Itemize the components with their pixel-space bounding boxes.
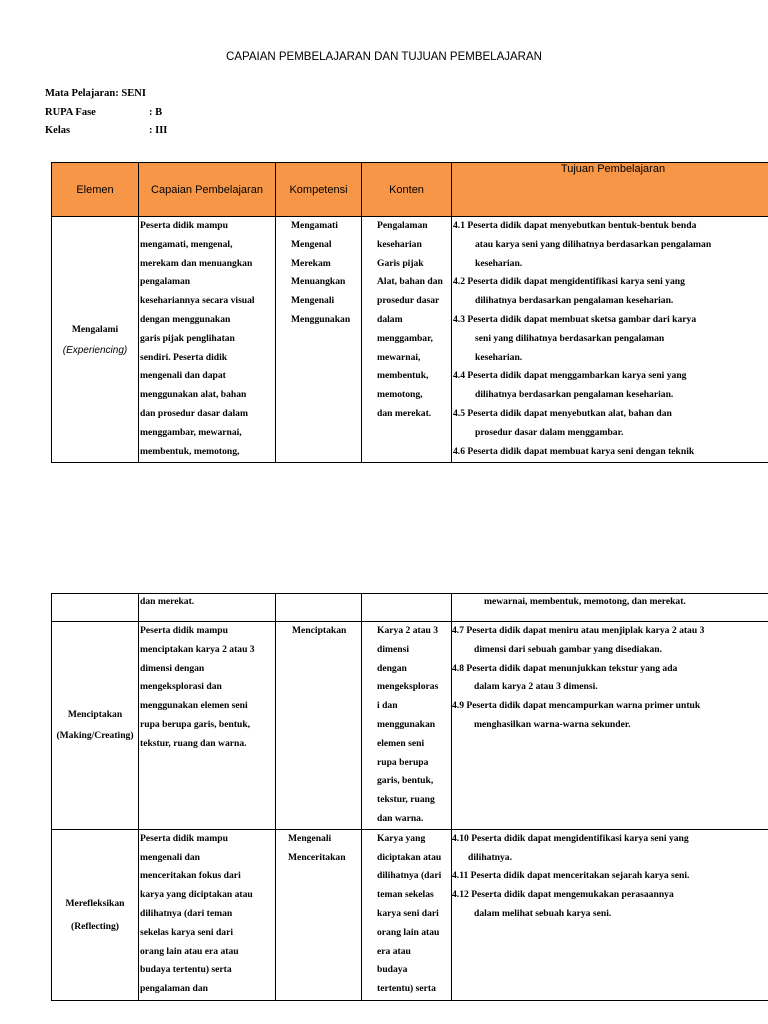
konten-cell [362,217,452,463]
header-kompetensi: Kompetensi [276,163,362,217]
phase-label: RUPA Fase [45,107,96,118]
capaian-line: mengamati, mengenal, [140,238,233,250]
capaian-line: rupa berupa garis, bentuk, [140,718,251,730]
header-capaian: Capaian Pembelajaran [139,163,276,217]
capaian-line: pengalaman [140,276,191,288]
capaian-line: merekam dan menuangkan [140,257,253,269]
kompetensi-item: Menciptakan [292,625,347,636]
tujuan-line: 4.12 Peserta didik dapat mengemukakan perasaannya [452,889,674,901]
konten-line: Karya yang [377,832,426,844]
konten-line: i dan [377,700,398,712]
tujuan-line: dilihatnya. [468,851,512,863]
kompetensi-cell [276,829,362,1000]
capaian-line: dan prosedur dasar dalam [140,407,248,419]
konten-cell [362,829,452,1000]
tujuan-line: 4.4 Peserta didik dapat menggambarkan karya seni yang [453,370,687,382]
capaian-line: Peserta didik mampu [140,625,228,636]
konten-line: teman sekelas [377,889,434,901]
tujuan-cell [452,594,768,622]
kompetensi-cell [276,622,362,830]
table-row-merefleksikan [52,829,768,1000]
capaian-line: sendiri. Peserta didik [140,351,228,363]
kompetensi-item: Menggunakan [291,313,351,325]
tujuan-line: keseharian. [475,351,523,363]
konten-line: Garis pijak [377,257,424,269]
konten-line: karya seni dari [377,907,439,919]
konten-line: keseharian [377,238,422,250]
capaian-line: membentuk, memotong, [140,445,240,457]
capaian-line: kesehariannya secara visual [140,295,255,307]
kompetensi-item: Merekam [291,257,331,269]
phase-value: : B [149,107,163,118]
tujuan-line: 4.5 Peserta didik dapat menyebutkan alat, bahan dan [453,407,672,419]
konten-line: Karya 2 atau 3 [377,625,439,636]
tujuan-line: dalam karya 2 atau 3 dimensi. [474,681,598,693]
tujuan-line: dilihatnya berdasarkan pengalaman keseharian. [475,389,674,401]
element-name: Mengalami [71,323,119,335]
document-title: CAPAIAN PEMBELAJARAN DAN TUJUAN PEMBELAJARAN [226,51,542,63]
konten-line: membentuk, [377,370,429,382]
tujuan-line: 4.8 Peserta didik dapat menunjukkan tekstur yang ada [452,662,678,674]
tujuan-cell [452,829,768,1000]
konten-line: tertentu) serta [377,983,436,995]
konten-line: menggambar, [377,332,433,344]
meta-subject [45,88,149,99]
learning-table-page2 [51,593,768,1001]
table-header-row [52,163,768,217]
konten-line: dimensi [377,643,409,655]
tujuan-line: atau karya seni yang dilihatnya berdasarkan pengalaman [475,238,712,250]
kompetensi-item: Mengenali [288,832,332,844]
element-name: Merefleksikan [65,897,125,909]
konten-line: Pengalaman [377,220,428,231]
konten-line: memotong, [377,389,423,401]
konten-line: dengan [377,662,407,674]
capaian-line: sekelas karya seni dari [140,926,234,938]
tujuan-cell [452,217,768,463]
konten-line: tekstur, ruang [377,794,435,806]
capaian-line: pengalaman dan [140,983,208,995]
capaian-cell [139,622,276,830]
tujuan-line: 4.10 Peserta didik dapat mengidentifikasi karya seni yang [452,832,689,844]
capaian-line: menciptakan karya 2 atau 3 [140,643,255,655]
capaian-line: menggambar, mewarnai, [140,426,242,438]
class-label: Kelas [45,125,71,136]
konten-line: menggunakan [377,718,436,730]
konten-line: dalam [377,313,403,325]
tujuan-line: 4.11 Peserta didik dapat menceritakan sejarah karya seni. [452,870,690,882]
tujuan-line: menghasilkan warna-warna sekunder. [474,718,631,730]
capaian-line: menggunakan alat, bahan [140,389,247,401]
capaian-cell [139,594,276,622]
header-tujuan: Tujuan Pembelajaran [452,163,768,217]
element-cell [52,594,139,622]
element-name-en: (Experiencing) [62,344,128,356]
element-cell [52,829,139,1000]
konten-cell [362,622,452,830]
capaian-line: mengenali dan [140,851,200,863]
konten-line: Alat, bahan dan [377,276,443,288]
capaian-line: dimensi dengan [140,662,205,674]
konten-line: prosedur dasar [377,295,440,307]
tujuan-line: seni yang dilihatnya berdasarkan pengalaman [475,332,665,344]
meta-class [45,125,167,136]
capaian-line: orang lain atau era atau [140,945,239,957]
tujuan-text: mewarnai, membentuk, memotong, dan merekat. [484,596,686,607]
capaian-line: dilihatnya (dari teman [140,907,233,919]
tujuan-line: dilihatnya berdasarkan pengalaman keseharian. [475,295,674,307]
konten-line: era atau [377,945,411,957]
subject-value: SENI [121,88,146,99]
konten-line: garis, bentuk, [377,775,434,787]
capaian-line: Peserta didik mampu [140,220,228,231]
capaian-line: menggunakan elemen seni [140,700,248,712]
kompetensi-item: Menceritakan [288,851,346,863]
konten-line: mewarnai, [377,351,421,363]
tujuan-line: dalam melihat sebuah karya seni. [474,907,612,919]
tujuan-line: prosedur dasar dalam menggambar. [475,426,624,438]
kompetensi-item: Menuangkan [291,276,346,288]
capaian-line: menceritakan fokus dari [140,870,241,882]
tujuan-line: 4.7 Peserta didik dapat meniru atau menjiplak karya 2 atau 3 [452,625,705,636]
tujuan-line: dimensi dari sebuah gambar yang disediakan. [474,643,663,655]
element-name-en: (Making/Creating) [56,730,134,742]
capaian-cell [139,217,276,463]
subject-label: Mata Pelajaran: SENI [45,88,146,99]
element-cell [52,622,139,830]
capaian-line: budaya tertentu) serta [140,964,232,976]
capaian-cell [139,829,276,1000]
capaian-line: Peserta didik mampu [140,832,228,844]
tujuan-line: 4.1 Peserta didik dapat menyebutkan bentuk-bentuk benda [453,220,697,231]
kompetensi-item: Mengenal [291,238,332,250]
tujuan-line: 4.9 Peserta didik dapat mencampurkan warna primer untuk [452,700,701,712]
kompetensi-cell [276,594,362,622]
header-konten: Konten [362,163,452,217]
konten-cell [362,594,452,622]
element-cell [52,217,139,463]
kompetensi-item: Mengenali [291,295,335,307]
konten-line: diciptakan atau [377,851,442,863]
header-elemen: Elemen [52,163,139,217]
kompetensi-item: Mengamati [291,220,338,231]
konten-line: budaya [377,964,408,976]
element-name-en: (Reflecting) [71,920,119,932]
capaian-line: tekstur, ruang dan warna. [140,737,247,749]
tujuan-line: 4.3 Peserta didik dapat membuat sketsa gambar dari karya [453,313,697,325]
learning-table-page1 [51,162,768,463]
table-row-continuation [52,594,768,622]
element-name: Menciptakan [67,709,123,721]
konten-line: mengeksploras [377,681,439,693]
konten-line: dan warna. [377,812,424,824]
konten-line: elemen seni [377,737,425,749]
tujuan-line: 4.6 Peserta didik dapat membuat karya seni dengan teknik [453,445,695,457]
tujuan-cell [452,622,768,830]
meta-phase [45,107,162,118]
class-value: : III [149,125,168,136]
tujuan-line: keseharian. [475,257,523,269]
table-row-mengalami [52,217,768,463]
konten-line: dilihatnya (dari [377,870,442,882]
konten-line: dan merekat. [377,407,432,419]
table-row-menciptakan [52,622,768,830]
capaian-line: garis pijak penglihatan [140,332,235,344]
capaian-line: dengan menggunakan [140,313,231,325]
capaian-line: karya yang diciptakan atau [140,889,253,901]
konten-line: orang lain atau [377,926,440,938]
kompetensi-cell [276,217,362,463]
capaian-line: mengeksplorasi dan [140,681,222,693]
konten-line: rupa berupa [377,756,429,768]
capaian-line: mengenali dan dapat [140,370,226,382]
capaian-text: dan merekat. [140,596,195,607]
tujuan-line: 4.2 Peserta didik dapat mengidentifikasi karya seni yang [453,276,685,288]
